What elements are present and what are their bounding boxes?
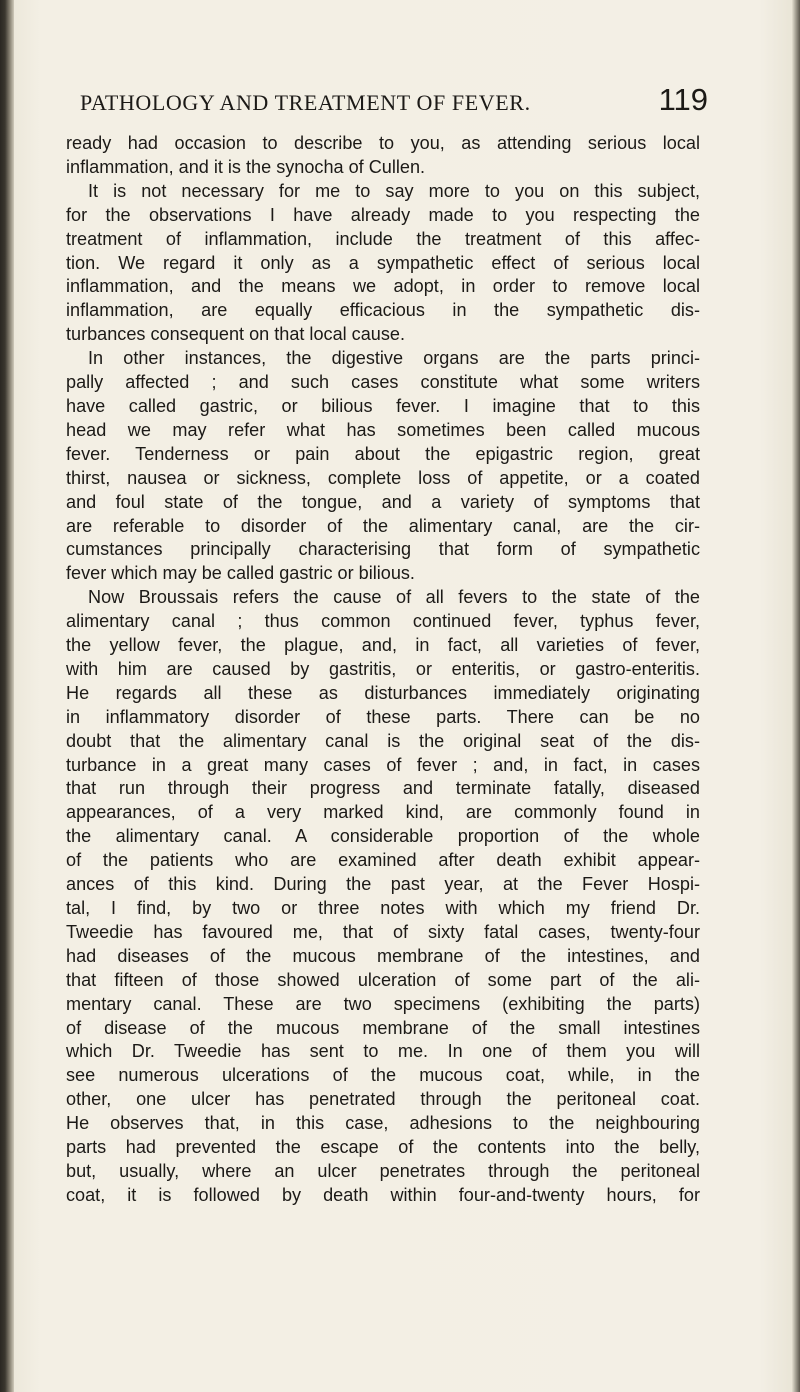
running-head: PATHOLOGY AND TREATMENT OF FEVER. [80,90,531,115]
text-line: turbance in a great many cases of fever ; and, in fact, in cases [66,754,700,775]
text-line: tion. We regard it only as a sympathetic effect of serious local [66,252,700,273]
text-line: Tweedie has favoured me, that of sixty fatal cases, twenty-four [66,921,700,942]
page-right-edge [792,0,800,1392]
text-line: treatment of inflammation, include the treatment of this affec- [66,228,700,249]
text-line: mentary canal. These are two specimens (exhibiting the parts) [66,993,700,1014]
text-line: doubt that the alimentary canal is the original seat of the dis- [66,730,700,751]
text-line: for the observations I have already made to you respecting the [66,204,700,225]
text-line: ances of this kind. During the past year, at the Fever Hospi- [66,874,700,895]
text-line: Now Broussais refers the cause of all fevers to the state of the [88,587,700,608]
text-line: fever which may be called gastric or bilious. [66,563,415,584]
text-line: in inflammatory disorder of these parts. There can be no [66,706,700,727]
text-line: which Dr. Tweedie has sent to me. In one of them you will [66,1041,700,1062]
text-line: the yellow fever, the plague, and, in fact, all varieties of fever, [66,635,700,656]
text-line: fever. Tenderness or pain about the epigastric region, great [66,443,700,464]
text-line: tal, I find, by two or three notes with which my friend Dr. [66,898,700,918]
text-line: alimentary canal ; thus common continued fever, typhus fever, [66,611,700,632]
text-line: have called gastric, or bilious fever. I imagine that to this [66,395,700,416]
text-line: the alimentary canal. A considerable proportion of the whole [66,826,700,847]
page-binding-edge [0,0,14,1392]
text-line: ready had occasion to describe to you, as attending serious local [66,133,700,153]
text-line: inflammation, and the means we adopt, in order to remove local [66,276,700,297]
text-line: pally affected ; and such cases constitute what some writers [66,372,700,393]
text-line: cumstances principally characterising that form of sympathetic [66,539,700,560]
page-number: 119 [658,82,708,117]
text-line: In other instances, the digestive organs are the parts princi- [88,348,700,369]
text-line: turbances consequent on that local cause. [66,324,405,345]
text-line: that run through their progress and terminate fatally, diseased [66,778,700,799]
text-line: coat, it is followed by death within four-and-twenty hours, for [66,1184,700,1205]
text-line: that fifteen of those showed ulceration of some part of the ali- [66,969,700,990]
text-line: are referable to disorder of the alimentary canal, are the cir- [66,515,700,536]
text-line: with him are caused by gastritis, or enteritis, or gastro-enteritis. [66,658,700,679]
text-line: thirst, nausea or sickness, complete loss of appetite, or a coated [66,467,700,488]
text-line: other, one ulcer has penetrated through the peritoneal coat. [66,1089,700,1110]
page-header [80,82,708,122]
text-line: inflammation, are equally efficacious in the sympathetic dis- [66,300,700,321]
text-line: see numerous ulcerations of the mucous coat, while, in the [66,1065,700,1086]
text-line: It is not necessary for me to say more to you on this subject, [88,180,700,201]
text-line: head we may refer what has sometimes been called mucous [66,419,700,440]
text-line: inflammation, and it is the synocha of Cullen. [66,156,426,177]
body-text [66,132,700,1208]
text-line: of the patients who are examined after death exhibit appear- [66,850,700,871]
text-line: He regards all these as disturbances immediately originating [66,682,700,703]
text-line: but, usually, where an ulcer penetrates through the peritoneal [66,1160,700,1181]
text-line: and foul state of the tongue, and a variety of symptoms that [66,491,700,512]
text-line: had diseases of the mucous membrane of the intestines, and [66,945,700,966]
text-line: parts had prevented the escape of the contents into the belly, [66,1137,700,1158]
text-line: appearances, of a very marked kind, are commonly found in [66,802,700,823]
text-line: He observes that, in this case, adhesions to the neighbouring [66,1113,700,1134]
text-line: of disease of the mucous membrane of the small intestines [66,1017,700,1038]
